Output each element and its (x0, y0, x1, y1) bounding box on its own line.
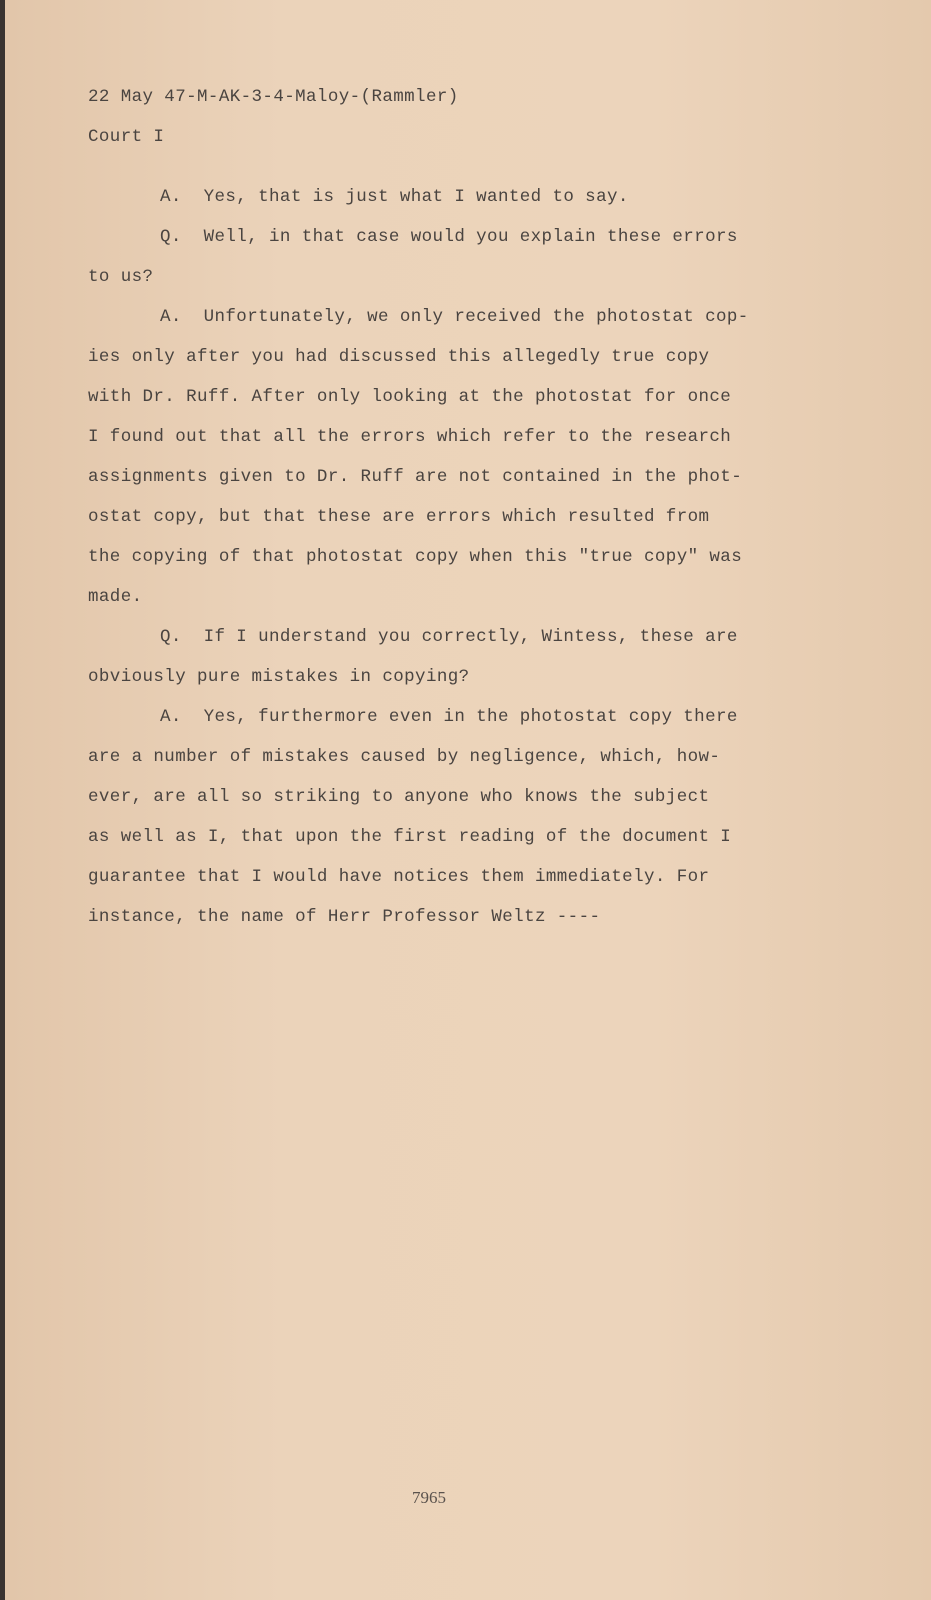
transcript-line: A. Yes, that is just what I wanted to say. (160, 187, 629, 207)
transcript-line: with Dr. Ruff. After only looking at the photostat for once (88, 387, 732, 407)
transcript-line: instance, the name of Herr Professor Weltz ---- (88, 907, 601, 927)
transcript-line: the copying of that photostat copy when this "true copy" was (88, 547, 743, 567)
transcript-line: Q. If I understand you correctly, Wintess, these are (160, 627, 738, 647)
transcript-line: ostat copy, but that these are errors which resulted from (88, 507, 710, 527)
transcript-line: guarantee that I would have notices them immediately. For (88, 867, 710, 887)
transcript-line: assignments given to Dr. Ruff are not contained in the phot- (88, 467, 743, 487)
transcript-line: to us? (88, 267, 154, 287)
transcript-line: Q. Well, in that case would you explain these errors (160, 227, 738, 247)
transcript-line: I found out that all the errors which refer to the research (88, 427, 732, 447)
transcript-line: are a number of mistakes caused by negligence, which, how- (88, 747, 721, 767)
transcript-line: ies only after you had discussed this allegedly true copy (88, 347, 710, 367)
transcript-line: A. Yes, furthermore even in the photostat copy there (160, 707, 738, 727)
transcript-line: as well as I, that upon the first reading of the document I (88, 827, 732, 847)
transcript-line: A. Unfortunately, we only received the photostat cop- (160, 307, 749, 327)
document-reference: 22 May 47-M-AK-3-4-Maloy-(Rammler) (88, 87, 459, 107)
transcript-line: ever, are all so striking to anyone who knows the subject (88, 787, 710, 807)
court-label: Court I (88, 127, 165, 147)
transcript-line: obviously pure mistakes in copying? (88, 667, 470, 687)
page-number: 7965 (412, 1488, 446, 1507)
transcript-line: made. (88, 587, 143, 607)
